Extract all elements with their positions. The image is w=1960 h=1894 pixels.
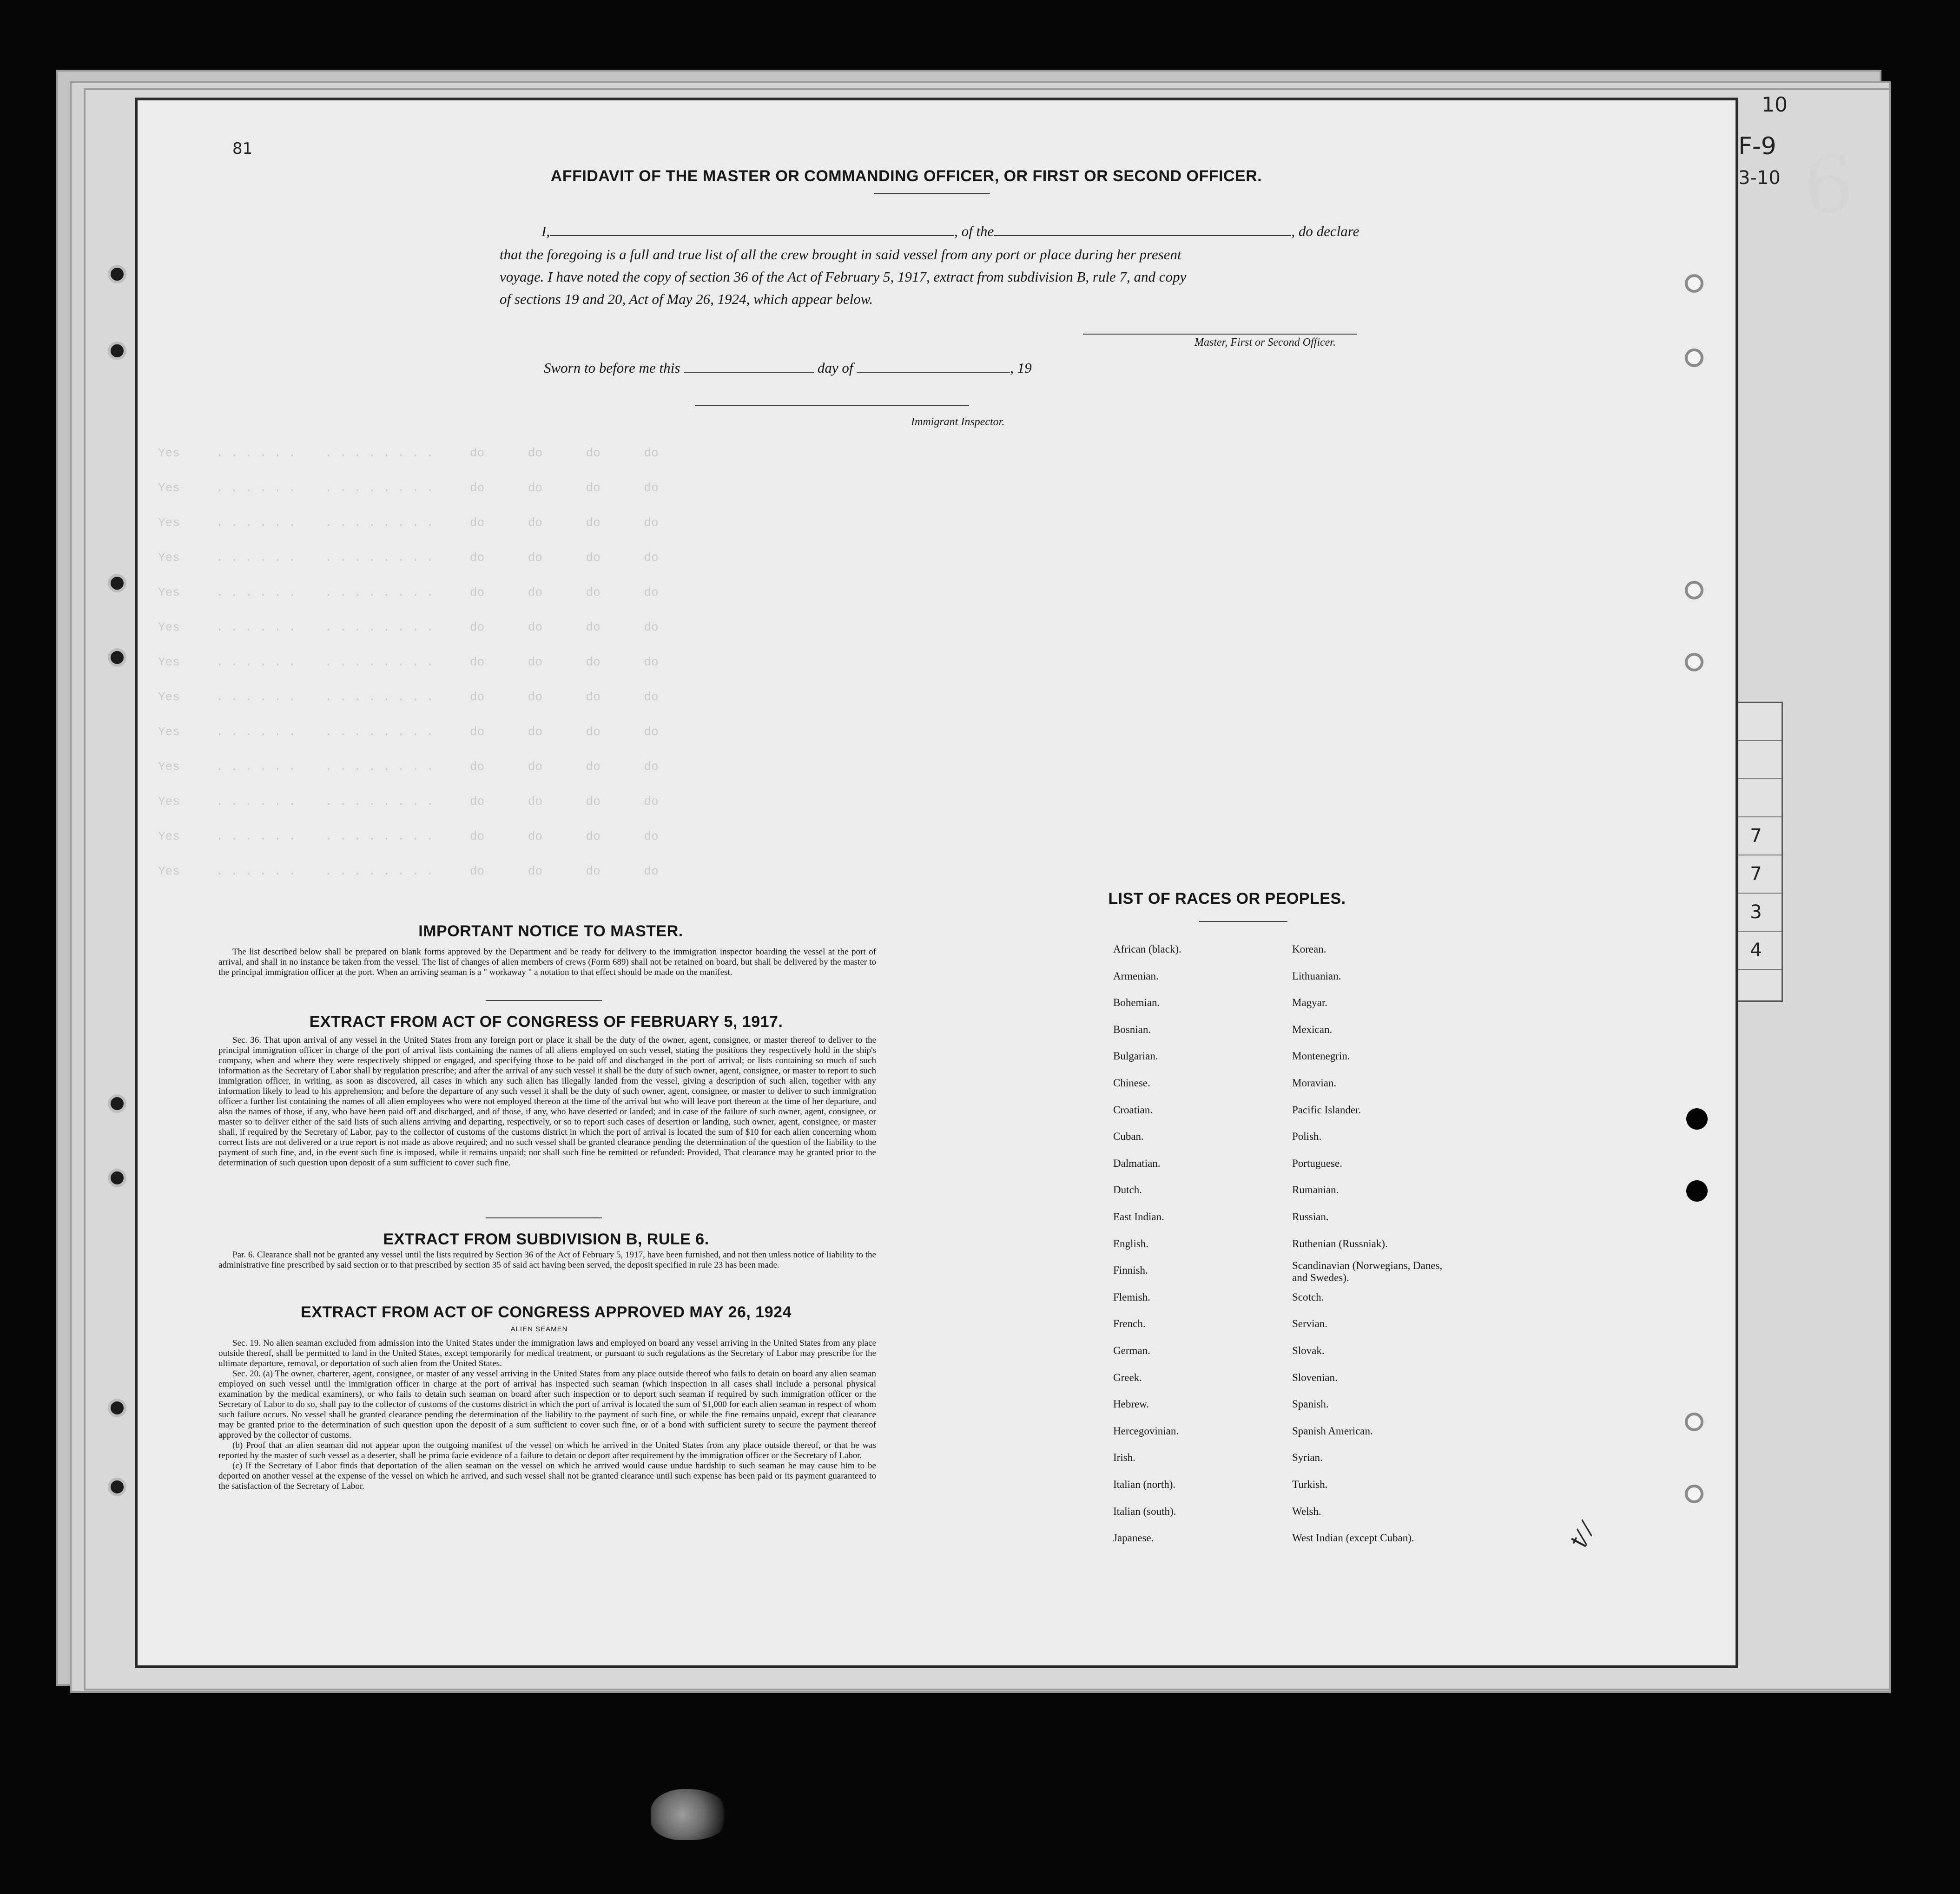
extract-1924-subtitle: ALIEN SEAMEN xyxy=(510,1325,568,1333)
extract-1917-title: EXTRACT FROM ACT OF CONGRESS OF FEBRUARY 5, 1917. xyxy=(309,1013,783,1031)
extract-1924-text xyxy=(218,1338,876,1492)
handwritten-number: 10 xyxy=(1762,93,1788,117)
signature-line xyxy=(1083,334,1357,335)
race-item: Spanish American. xyxy=(1292,1425,1373,1437)
divider xyxy=(1199,921,1287,922)
race-item: Bulgarian. xyxy=(1113,1050,1158,1062)
binder-hole xyxy=(1685,349,1703,367)
divider xyxy=(874,193,990,194)
race-item: Finnish. xyxy=(1113,1264,1148,1276)
sec20c-text: (c) If the Secretary of Labor finds that deportation of the alien seaman on the vessel on which he arrived would cause undue hardship to such seaman he may cause him to be deported on another vessel at the expense of the vessel on which he arrived, and such vessel shall not be granted clearance until such expense has been paid or its payment guaranteed to the satisfaction of the Secretary of Labor. xyxy=(218,1461,876,1491)
i-label: I, xyxy=(541,223,550,239)
race-item: Bosnian. xyxy=(1113,1023,1151,1035)
race-item: Greek. xyxy=(1113,1371,1142,1383)
binder-hole xyxy=(108,342,126,360)
race-item: Scandinavian (Norwegians, Danes, and Swedes). xyxy=(1292,1260,1443,1284)
binder-hole xyxy=(108,574,126,592)
race-item: Slovak. xyxy=(1292,1345,1325,1356)
do-declare-label: , do declare xyxy=(1291,223,1359,239)
extract-1917-text: Sec. 36. That upon arrival of any vessel in the United States from any foreign port or place it shall be the duty of the owner, agent, consignee, or master thereof to deliver to the principal immigration officer in charge of the port of arrival lists containing the names of all aliens employed on such vessel, stating the positions they respectively hold in the ship's company, when and where they were respectively shipped or engaged, and specifying those to be paid off and discharged in the port of arrival; or lists containing so much of such information as the Secretary of Labor shall by regulation prescribe; and after the arrival of any such vessel it shall be the duty of such owner, agent, consignee, or master to report to such immigration officer, in writing, as soon as discovered, all cases in which any such alien has illegally landed from the vessel, giving a description of such alien, together with any information likely to lead to his apprehension; and before the departure of any such vessel it shall be the duty of such owner, agent, consignee, or master to deliver to such immigration officer a further list containing the names of all alien employees who were not employed thereon at the time of the arrival but who will leave port thereon at the time of her departure, and also the names of those, if any, who have been paid off and discharged, and of those, if any, who have deserted or landed; and in case of the failure of such owner, agent, consignee, or master so to deliver either of the said lists of such aliens arriving and departing, respectively, or so to report such cases of desertion or landing, such owner, agent, consignee, or master shall, if required by the Secretary of Labor, pay to the collector of customs of the customs district in which the port of arrival is located the sum of $10 for each alien concerning whom correct lists are not delivered or a true report is not made as above required; and no such vessel shall be granted clearance pending the determination of the question of the liability to the payment of such fine, and, in the event such fine is imposed, while it remains unpaid; nor shall such fine be remitted or refunded: Provided, That clearance may be granted prior to the determination of such question upon deposit of a sum sufficient to cover such fine. xyxy=(218,1035,876,1168)
binder-hole xyxy=(108,648,126,667)
sworn-label: Sworn to before me this xyxy=(544,360,680,376)
race-item: Ruthenian (Russniak). xyxy=(1292,1237,1388,1250)
notice-text: The list described below shall be prepared on blank forms approved by the Department and be ready for delivery to the immigration inspector boarding the vessel at the port of arrival, and shall in no instance be taken from the vessel. The list of changes of alien members of crews (Form 689) shall not be retained on board, but shall be delivered by the master to the principal immigration officer at the port. When an arriving seaman is a " workaway " a notation to that effect should be made on the manifest. xyxy=(218,947,876,977)
races-title: LIST OF RACES OR PEOPLES. xyxy=(1108,890,1346,908)
punched-dot xyxy=(1686,1180,1708,1202)
sworn-line xyxy=(544,359,1032,376)
month-blank xyxy=(857,359,1010,373)
affidavit-line-2: that the foregoing is a full and true list of all the crew brought in said vessel from any port or place during her present xyxy=(500,246,1181,263)
race-item: Japanese. xyxy=(1113,1532,1154,1544)
race-item: Moravian. xyxy=(1292,1077,1337,1089)
race-item: Pacific Islander. xyxy=(1292,1104,1361,1116)
race-item: African (black). xyxy=(1113,943,1181,955)
tape-smudge xyxy=(651,1789,730,1840)
race-item: Spanish. xyxy=(1292,1398,1329,1410)
binder-hole xyxy=(1685,1413,1703,1431)
race-item: Russian. xyxy=(1292,1211,1329,1223)
affidavit-line-1 xyxy=(541,222,1359,240)
race-item: West Indian (except Cuban). xyxy=(1292,1532,1414,1544)
race-item: Croatian. xyxy=(1113,1104,1153,1116)
binder-hole xyxy=(1685,581,1703,599)
race-item: Armenian. xyxy=(1113,970,1159,982)
race-item: Hebrew. xyxy=(1113,1398,1149,1410)
race-item: Servian. xyxy=(1292,1318,1328,1330)
race-item: Polish. xyxy=(1292,1131,1322,1143)
index-tab: 7 xyxy=(1730,855,1782,894)
binder-hole xyxy=(108,1094,126,1113)
handwritten-numeral: 6 xyxy=(1803,139,1854,231)
affidavit-line-3: voyage. I have noted the copy of section 36 of the Act of February 5, 1917, extract from subdivision B, rule 7, and copy xyxy=(500,269,1187,285)
page-mark: 81 xyxy=(232,139,253,158)
race-item: Montenegrin. xyxy=(1292,1050,1350,1062)
day-of-label: day of xyxy=(817,360,853,376)
race-item: Slovenian. xyxy=(1292,1371,1338,1383)
handwritten-mark: F-9 xyxy=(1738,132,1776,160)
affidavit-title: AFFIDAVIT OF THE MASTER OR COMMANDING OFFICER, OR FIRST OR SECOND OFFICER. xyxy=(550,167,1262,185)
race-item: Turkish. xyxy=(1292,1479,1328,1490)
binder-hole xyxy=(108,265,126,283)
binder-hole xyxy=(1685,1485,1703,1503)
master-signature-label: Master, First or Second Officer. xyxy=(1194,336,1336,349)
divider xyxy=(486,1217,602,1218)
signature-line xyxy=(695,405,969,406)
race-item: Mexican. xyxy=(1292,1023,1333,1035)
binder-hole xyxy=(1685,653,1703,671)
race-item: Rumanian. xyxy=(1292,1184,1339,1196)
notice-title: IMPORTANT NOTICE TO MASTER. xyxy=(418,922,683,940)
index-tab: 3 xyxy=(1730,894,1782,932)
index-tab: 7 xyxy=(1730,817,1782,855)
binder-hole xyxy=(108,1399,126,1417)
race-item: Magyar. xyxy=(1292,997,1328,1009)
handwritten-mark: 3-10 xyxy=(1738,167,1781,189)
divider xyxy=(486,1000,602,1001)
rule6-text: Par. 6. Clearance shall not be granted any vessel until the lists required by Section 36 of the Act of February 5, 1917, have been furnished, and not then unless notice of liability to the administrative fine prescribed by said section or to that prescribed by section 35 of said act having been served, the deposit specified in rule 23 has been made. xyxy=(218,1250,876,1270)
race-item: Dutch. xyxy=(1113,1184,1142,1196)
race-item: French. xyxy=(1113,1318,1146,1330)
sec19-text: Sec. 19. No alien seaman excluded from admission into the United States under the immigration laws and employed on board any vessel arriving in the United States from any place outside thereof, shall be permitted to land in the United States, except temporarily for medical treatment, or pursuant to such regulations as the Secretary of Labor may prescribe for the ultimate departure, removal, or deportation of such alien from the United States. xyxy=(218,1338,876,1368)
race-item: Italian (south). xyxy=(1113,1505,1176,1517)
race-item: English. xyxy=(1113,1237,1149,1250)
binder-hole xyxy=(1685,274,1703,293)
race-item: Cuban. xyxy=(1113,1131,1144,1143)
index-tab: 4 xyxy=(1730,932,1782,970)
sec20b-text: (b) Proof that an alien seaman did not appear upon the outgoing manifest of the vessel on which he arrived in the United States from any place outside thereof, or that he was reported by the master of such vessel as a deserter, shall be prima facie evidence of a failure to detain or deport after requirement by the immigration officer or the Secretary of Labor. xyxy=(218,1440,876,1460)
officer-name-blank xyxy=(550,222,954,236)
race-item: Scotch. xyxy=(1292,1291,1324,1303)
race-item: Chinese. xyxy=(1113,1077,1150,1089)
handwritten-annotation: ꝉ⁄ ⁄ xyxy=(1566,1520,1599,1553)
rule6-title: EXTRACT FROM SUBDIVISION B, RULE 6. xyxy=(383,1230,709,1248)
binder-hole xyxy=(108,1478,126,1496)
race-item: Welsh. xyxy=(1292,1505,1321,1517)
race-item: Syrian. xyxy=(1292,1452,1323,1464)
sec20a-text: Sec. 20. (a) The owner, charterer, agent, consignee, or master of any vessel arriving in the United States from any place outside thereof who fails to detain on board any alien seaman employed on such vessel until the immigration officer in charge at the port of arrival has inspected such seaman (which inspection in all cases shall include a personal physical examination by the medical examiners), or who fails to detain such seaman on board after such inspection or to deport such seaman if required by such immigration officer or the Secretary of Labor to do so, shall pay to the collector of customs of the customs district in which the port of arrival is located the sum of $1,000 for each alien seaman in respect of whom such failure occurs. No vessel shall be granted clearance pending the determination of the liability to the payment of such fine, or while the fine remains unpaid, except that clearance may be granted prior to the determination of such question upon the deposit of a sum sufficient to cover such fine, or of a bond with sufficient surety to secure the payment thereof approved by the collector of customs. xyxy=(218,1369,876,1440)
race-item: German. xyxy=(1113,1345,1150,1356)
race-item: Flemish. xyxy=(1113,1291,1150,1303)
race-item: Korean. xyxy=(1292,943,1326,955)
race-item: Italian (north). xyxy=(1113,1479,1176,1490)
binder-hole xyxy=(108,1169,126,1187)
affidavit-line-4: of sections 19 and 20, Act of May 26, 1924, which appear below. xyxy=(500,291,873,307)
race-item: Lithuanian. xyxy=(1292,970,1341,982)
punched-dot xyxy=(1686,1108,1708,1130)
vessel-name-blank xyxy=(994,222,1291,236)
race-item: Bohemian. xyxy=(1113,997,1160,1009)
race-item: Irish. xyxy=(1113,1452,1135,1464)
race-item: Portuguese. xyxy=(1292,1157,1342,1169)
race-item: Hercegovinian. xyxy=(1113,1425,1179,1437)
of-the-label: , of the xyxy=(954,223,994,239)
year-label: , 19 xyxy=(1010,360,1032,376)
extract-1924-title: EXTRACT FROM ACT OF CONGRESS APPROVED MAY 26, 1924 xyxy=(301,1303,792,1321)
race-item: Dalmatian. xyxy=(1113,1157,1161,1169)
immigrant-inspector-label: Immigrant Inspector. xyxy=(911,416,1005,428)
day-blank xyxy=(684,359,814,373)
race-item: East Indian. xyxy=(1113,1211,1164,1223)
